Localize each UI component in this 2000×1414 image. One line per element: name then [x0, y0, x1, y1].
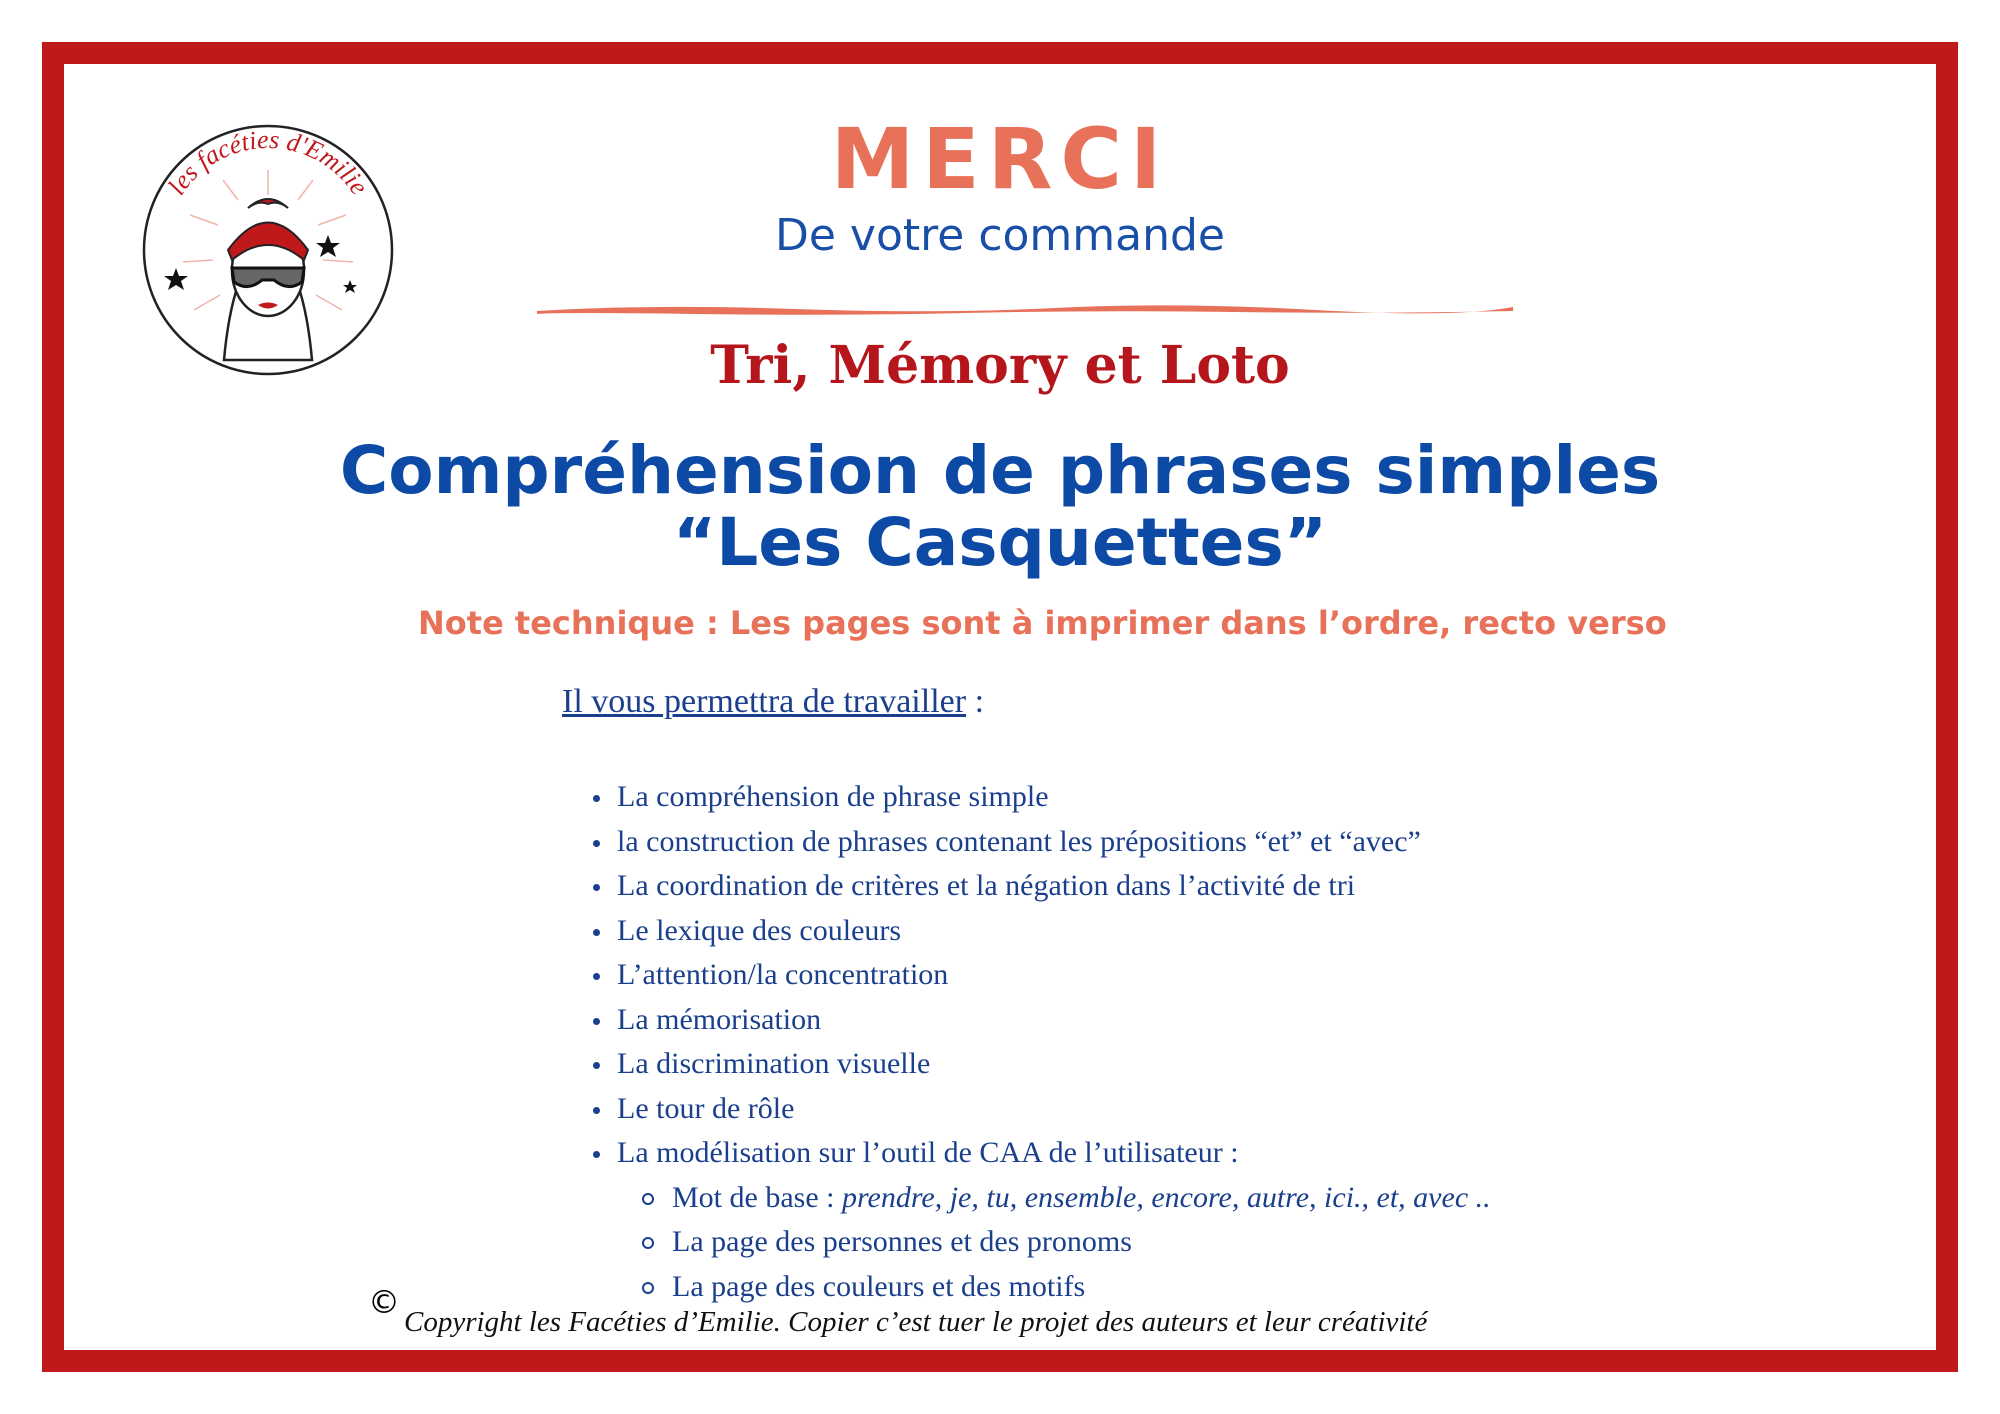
- main-title-line2: “Les Casquettes”: [672, 504, 1328, 581]
- list-item: Le tour de rôle: [617, 1087, 1491, 1132]
- list-item: La discrimination visuelle: [617, 1042, 1491, 1087]
- list-item: L’attention/la concentration: [617, 953, 1491, 998]
- brand-logo: [128, 100, 408, 380]
- list-item: la construction de phrases contenant les prépositions “et” et “avec”: [617, 820, 1491, 865]
- base-words-label: Mot de base :: [672, 1180, 842, 1214]
- list-item: Le lexique des couleurs: [617, 909, 1491, 954]
- copyright-notice: Copyright les Facéties d’Emilie. Copier c’est tuer le projet des auteurs et leur créativité: [404, 1306, 1428, 1338]
- list-item: La coordination de critères et la négation dans l’activité de tri: [617, 864, 1491, 909]
- sub-list-item: La page des personnes et des pronoms: [617, 1220, 1491, 1265]
- order-subtitle: De votre commande: [774, 210, 1225, 261]
- main-title-line1: Compréhension de phrases simples: [339, 432, 1661, 509]
- product-name: Tri, Mémory et Loto: [710, 335, 1290, 396]
- list-item: La mémorisation: [617, 998, 1491, 1043]
- logo-text: les facéties d'Emilie: [161, 124, 374, 201]
- skills-intro-colon: :: [966, 683, 985, 720]
- brush-stroke-divider: [535, 300, 1515, 320]
- list-item: La modélisation sur l’outil de CAA de l’utilisateur :: [617, 1131, 1491, 1176]
- base-words: prendre, je, tu, ensemble, encore, autre, ici., et, avec ..: [841, 1180, 1491, 1214]
- sub-list-item: [617, 1176, 1491, 1221]
- skills-list: [617, 775, 1491, 1309]
- list-item: La compréhension de phrase simple: [617, 775, 1491, 820]
- sub-list-item: La page des couleurs et des motifs: [617, 1265, 1491, 1310]
- skills-intro: [562, 683, 984, 721]
- skills-intro-text: Il vous permettra de travailler: [562, 683, 967, 720]
- thank-you-heading: MERCI: [830, 110, 1170, 208]
- technical-note: Note technique : Les pages sont à imprimer dans l’ordre, recto verso: [418, 604, 1667, 642]
- copyright-icon: ©: [368, 1283, 400, 1321]
